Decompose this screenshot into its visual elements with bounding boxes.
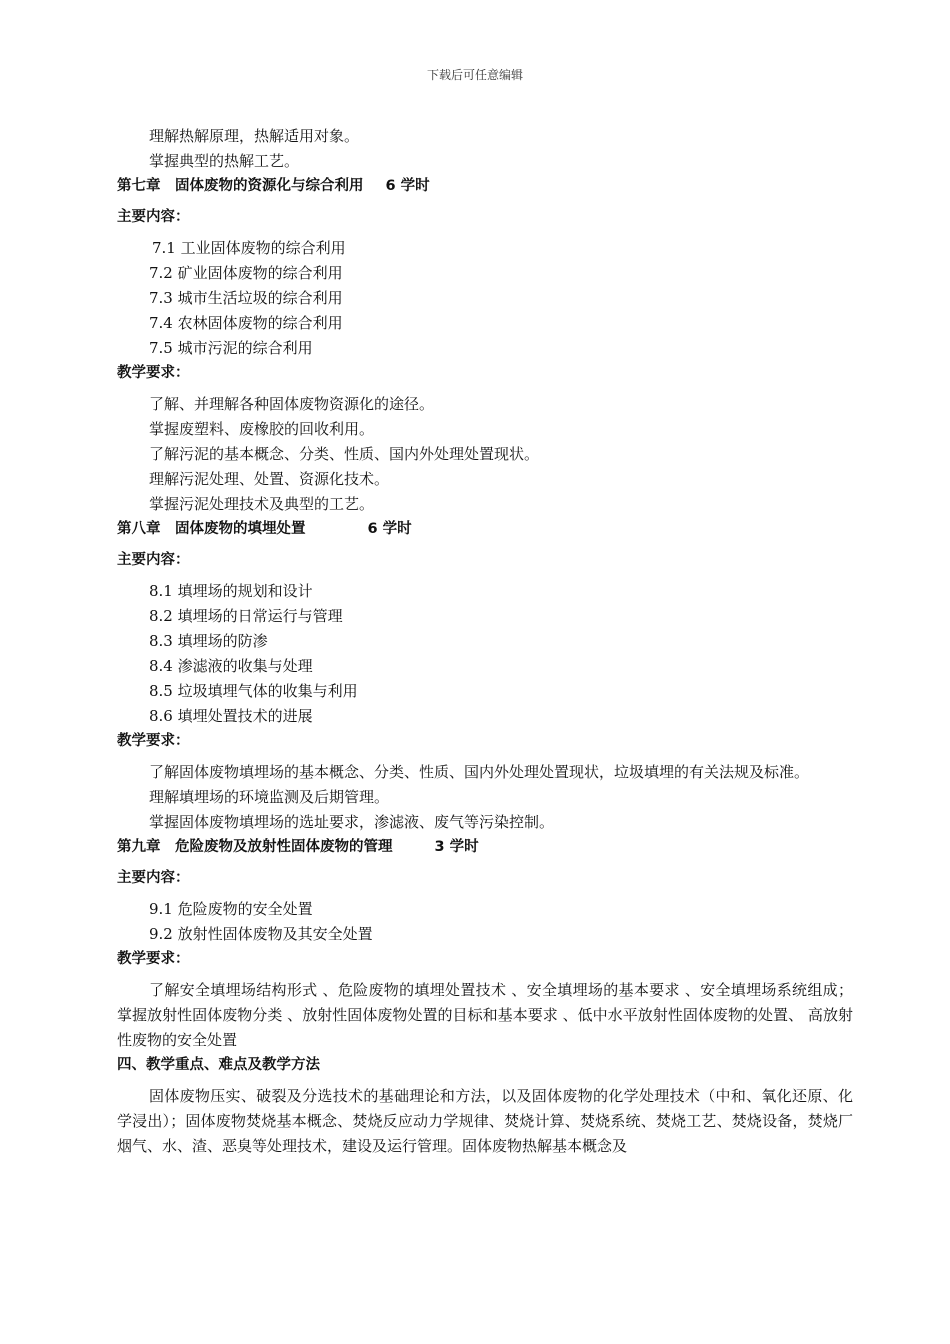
requirement-line: 掌握废塑料、废橡胶的回收利用。 (149, 420, 375, 438)
content-item: 8.6 填埋处置技术的进展 (149, 707, 313, 725)
content-item: 7.3 城市生活垃圾的综合利用 (149, 289, 343, 307)
chapter-hours: 6 学时 (385, 178, 430, 194)
content-item: 8.3 填埋场的防渗 (149, 632, 268, 650)
chapter-title: 第八章 固体废物的填埋处置 (117, 521, 306, 537)
content-item: 9.2 放射性固体废物及其安全处置 (149, 925, 373, 943)
content-item: 7.5 城市污泥的综合利用 (149, 339, 313, 357)
requirement-line: 了解污泥的基本概念、分类、性质、国内外处理处置现状。 (149, 445, 540, 463)
section-4-paragraph: 固体废物压实、破裂及分选技术的基础理论和方法，以及固体废物的化学处理技术（中和、氧化还原、化学浸出）；固体废物焚烧基本概念、焚烧反应动力学规律、焚烧计算、焚烧系统、焚烧工艺、焚烧设备，焚烧厂烟气、水、渣、恶臭等处理技术，建设及运行管理。固体废物热解基本概念及 (117, 1087, 853, 1155)
chapter-7-heading (117, 174, 853, 199)
main-content-label: 主要内容： (117, 209, 190, 225)
content-item: 8.4 渗滤液的收集与处理 (149, 657, 313, 675)
content-item: 9.1 危险废物的安全处置 (149, 900, 313, 918)
chapter-hours: 6 学时 (367, 521, 412, 537)
content-item: 7.1 工业固体废物的综合利用 (152, 239, 346, 257)
main-content-label: 主要内容： (117, 552, 190, 568)
requirement-line: 掌握固体废物填埋场的选址要求，渗滤液、废气等污染控制。 (149, 813, 555, 831)
content-item: 7.4 农林固体废物的综合利用 (149, 314, 343, 332)
teaching-req-label: 教学要求： (117, 951, 190, 967)
requirement-line: 掌握污泥处理技术及典型的工艺。 (149, 495, 375, 513)
chapter-title: 第九章 危险废物及放射性固体废物的管理 (117, 839, 393, 855)
teaching-req-label: 教学要求： (117, 733, 190, 749)
requirement-paragraph: 了解固体废物填埋场的基本概念、分类、性质、国内外处理处置现状，垃圾填埋的有关法规及标准。 (149, 763, 810, 781)
section-4-heading: 四、教学重点、难点及教学方法 (117, 1057, 320, 1073)
chapter-hours: 3 学时 (434, 839, 479, 855)
chapter-9-heading (117, 835, 853, 860)
requirement-line: 理解填埋场的环境监测及后期管理。 (149, 788, 390, 806)
content-item: 8.1 填埋场的规划和设计 (149, 582, 313, 600)
requirement-paragraph: 了解安全填埋场结构形式 、危险废物的填埋处置技术 、安全填埋场的基本要求 、安全填埋场系统组成；掌握放射性固体废物分类 、放射性固体废物处置的目标和基本要求 、低中水平放射性固体废物的处置、 高放射性废物的安全处置 (117, 981, 853, 1049)
content-item: 8.2 填埋场的日常运行与管理 (149, 607, 343, 625)
requirement-line: 了解、并理解各种固体废物资源化的途径。 (149, 395, 435, 413)
main-content-label: 主要内容： (117, 870, 190, 886)
chapter-8-heading (117, 517, 853, 542)
chapter-title: 第七章 固体废物的资源化与综合利用 (117, 178, 364, 194)
content-item: 7.2 矿业固体废物的综合利用 (149, 264, 343, 282)
intro-line: 理解热解原理，热解适用对象。 (149, 127, 360, 145)
intro-line: 掌握典型的热解工艺。 (149, 152, 300, 170)
document-body (117, 124, 853, 1159)
teaching-req-label: 教学要求： (117, 365, 190, 381)
requirement-line: 理解污泥处理、处置、资源化技术。 (149, 470, 390, 488)
content-item: 8.5 垃圾填埋气体的收集与利用 (149, 682, 358, 700)
page-header: 下载后可任意编辑 (426, 68, 523, 82)
